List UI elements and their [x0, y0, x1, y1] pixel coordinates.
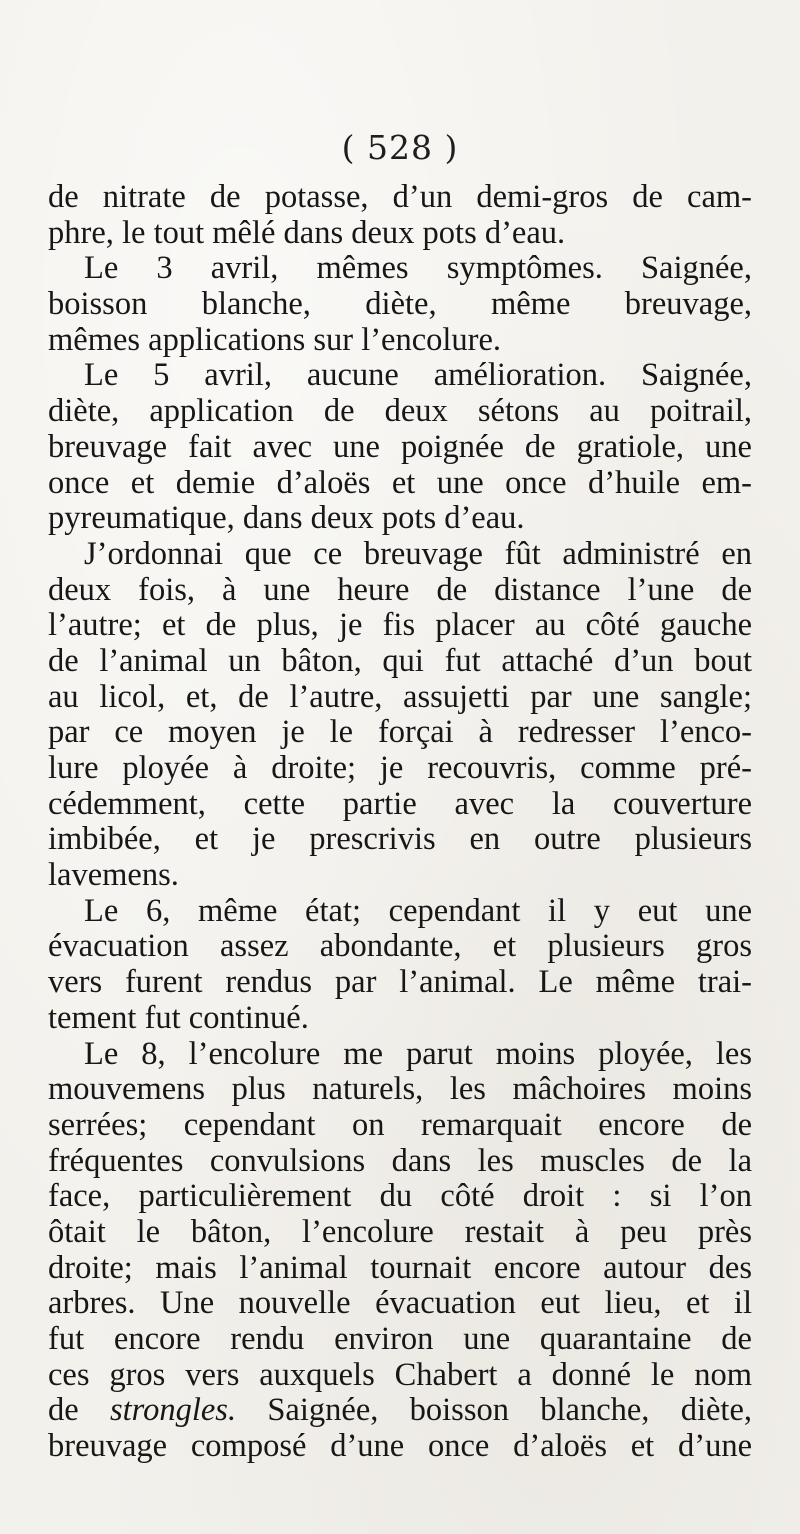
- text-line: Le 5 avril, aucune amélioration. Saignée,: [84, 358, 752, 394]
- text-line: vers furent rendus par l’animal. Le même trai-: [48, 965, 752, 1001]
- text-line: arbres. Une nouvelle évacuation eut lieu, et il: [48, 1286, 752, 1322]
- text-line: tement fut continué.: [48, 1000, 309, 1036]
- text-line: au licol, et, de l’autre, assujetti par une sangle;: [48, 679, 752, 715]
- text-segment: Saignée, boisson blanche, diète,: [236, 1393, 752, 1429]
- text-line: boisson blanche, diète, même breuvage,: [48, 287, 752, 323]
- body-text: [48, 180, 752, 1465]
- text-line: once et demie d’aloës et une once d’huile em-: [48, 465, 752, 501]
- text-line: évacuation assez abondante, et plusieurs gros: [48, 929, 752, 965]
- text-line: imbibée, et je prescrivis en outre plusieurs: [48, 822, 752, 858]
- text-line: ôtait le bâton, l’encolure restait à peu près: [48, 1214, 752, 1250]
- text-line: mêmes applications sur l’encolure.: [48, 322, 502, 358]
- text-line: de nitrate de potasse, d’un demi-gros de cam-: [48, 180, 752, 215]
- text-line: l’autre; et de plus, je fis placer au côté gauche: [48, 608, 752, 644]
- text-line: face, particulièrement du côté droit : si l’on: [48, 1179, 752, 1215]
- text-line: Le 6, même état; cependant il y eut une: [84, 893, 752, 929]
- text-line: ces gros vers auxquels Chabert a donné le nom: [48, 1357, 752, 1393]
- italic-term: strongles.: [109, 1393, 237, 1429]
- text-line: breuvage composé d’une once d’aloës et d’une: [48, 1429, 752, 1465]
- text-line: lavemens.: [48, 858, 179, 894]
- text-line: phre, le tout mêlé dans deux pots d’eau.: [48, 215, 566, 251]
- text-line: Le 8, l’encolure me parut moins ployée, les: [84, 1036, 752, 1072]
- text-line: cédemment, cette partie avec la couverture: [48, 786, 752, 822]
- text-segment: de: [48, 1393, 110, 1429]
- text-line: fut encore rendu environ une quarantaine de: [48, 1322, 752, 1357]
- text-line: J’ordonnai que ce breuvage fût administré en: [84, 536, 752, 572]
- text-line: diète, application de deux sétons au poitrail,: [48, 394, 752, 430]
- text-line: breuvage fait avec une poignée de gratiole, une: [48, 429, 752, 465]
- text-line: deux fois, à une heure de distance l’une de: [48, 572, 752, 608]
- text-line: de l’animal un bâton, qui fut attaché d’un bout: [48, 643, 752, 679]
- text-line: par ce moyen je le forçai à redresser l’enco-: [48, 715, 752, 751]
- text-line: fréquentes convulsions dans les muscles de la: [48, 1143, 752, 1179]
- text-line: mouvemens plus naturels, les mâchoires moins: [48, 1072, 752, 1108]
- text-line: [48, 1393, 752, 1429]
- page-number: ( 528 ): [341, 128, 459, 167]
- text-line: droite; mais l’animal tournait encore autour des: [48, 1250, 752, 1286]
- text-line: lure ployée à droite; je recouvris, comme pré-: [48, 751, 752, 786]
- text-line: pyreumatique, dans deux pots d’eau.: [48, 501, 525, 537]
- text-line: Le 3 avril, mêmes symptômes. Saignée,: [84, 251, 752, 287]
- text-line: serrées; cependant on remarquait encore de: [48, 1107, 752, 1143]
